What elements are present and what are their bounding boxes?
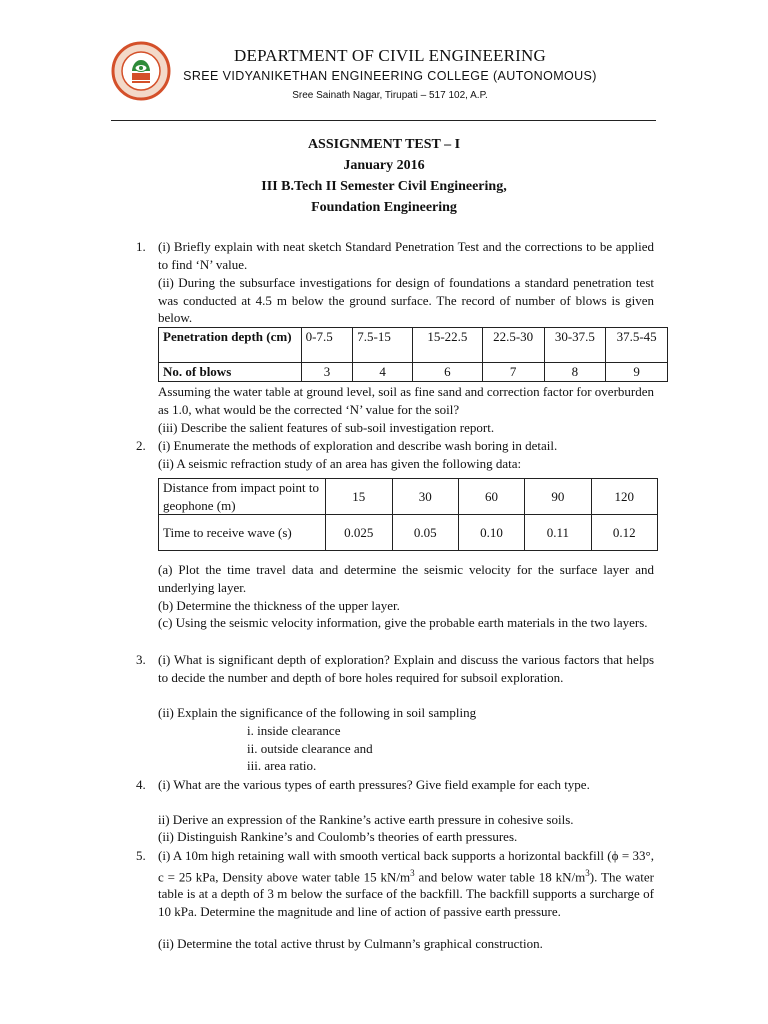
question-text: (iii) Describe the salient features of sub-soil investigation report. xyxy=(158,420,495,435)
question-number: 4. xyxy=(136,777,146,792)
question-text: (i) What is significant depth of exploration? Explain and discuss the various factors that helps to decide the number and depth of bore holes required for subsoil exploration. xyxy=(158,652,654,685)
question-text: (i) Enumerate the methods of exploration and describe wash boring in detail. xyxy=(158,438,558,453)
question-text: (b) Determine the thickness of the upper layer. xyxy=(158,598,400,613)
college-logo xyxy=(110,40,172,102)
question-text: ii) Derive an expression of the Rankine’s active earth pressure in cohesive soils. xyxy=(158,812,574,827)
list-item: ii. outside clearance and xyxy=(247,741,373,756)
table-cell: 60 xyxy=(458,479,524,515)
table-cell: 0.12 xyxy=(591,515,657,551)
question-text: (a) Plot the time travel data and determine the seismic velocity for the surface layer and underlying layer. xyxy=(158,562,654,595)
question-text: (i) A 10m high retaining wall with smooth vertical back supports a horizontal backfill (ϕ = 33°, c = 25 kPa, Density above water table 15 $kN/m^3$ and below water table 18 $kN/m^3$). The water table is at a depth of 3 m below the surface of the backfill. The backfill supports a surcharge of 10 kPa. Determine the magnitude and line of action of passive earth pressure. xyxy=(158,848,654,919)
seismic-table xyxy=(158,478,658,551)
question-number: 5. xyxy=(136,848,146,863)
table-cell: 0.025 xyxy=(326,515,392,551)
question-text: (ii) During the subsurface investigations for design of foundations a standard penetration test was conducted at 4.5 m below the ground surface. The record of number of blows is given below. xyxy=(158,275,654,325)
table-cell: 0.10 xyxy=(458,515,524,551)
question-number: 2. xyxy=(136,438,146,453)
question-number: 3. xyxy=(136,652,146,667)
table-cell: 90 xyxy=(525,479,591,515)
question-text: (i) Briefly explain with neat sketch Standard Penetration Test and the corrections to be applied to find ‘N’ value. xyxy=(158,239,654,272)
table-cell: 4 xyxy=(353,363,413,382)
question-text: Assuming the water table at ground level, soil as fine sand and correction factor for overburden as 1.0, what would be the corrected ‘N’ value for the soil? xyxy=(158,384,654,417)
question-text: (ii) A seismic refraction study of an area has given the following data: xyxy=(158,456,522,471)
subject-line: Foundation Engineering xyxy=(311,200,457,215)
question-text: (ii) Distinguish Rankine’s and Coulomb’s theories of earth pressures. xyxy=(158,829,518,844)
table-cell: Distance from impact point to geophone (m) xyxy=(159,479,326,515)
table-cell: 6 xyxy=(412,363,482,382)
table-cell: 30 xyxy=(392,479,458,515)
spt-table xyxy=(158,327,668,382)
table-cell: 15 xyxy=(326,479,392,515)
question-number: 1. xyxy=(136,239,146,254)
table-cell: 37.5-45 xyxy=(606,328,668,363)
assignment-date: January 2016 xyxy=(343,158,425,173)
table-cell: 0-7.5 xyxy=(301,328,353,363)
question-text: (c) Using the seismic velocity information, give the probable earth materials in the two layers. xyxy=(158,615,648,630)
table-cell: 9 xyxy=(606,363,668,382)
course-line: III B.Tech II Semester Civil Engineering, xyxy=(261,179,507,194)
table-cell: 0.11 xyxy=(525,515,591,551)
question-text: (i) What are the various types of earth pressures? Give field example for each type. xyxy=(158,777,590,792)
table-cell: Penetration depth (cm) xyxy=(159,328,302,363)
question-text: (ii) Explain the significance of the following in soil sampling xyxy=(158,705,477,720)
college-name: SREE VIDYANIKETHAN ENGINEERING COLLEGE (AUTONOMOUS) xyxy=(183,69,597,83)
table-cell: 120 xyxy=(591,479,657,515)
table-cell: Time to receive wave (s) xyxy=(159,515,326,551)
list-item: iii. area ratio. xyxy=(247,758,317,773)
department-heading: DEPARTMENT OF CIVIL ENGINEERING xyxy=(234,46,546,65)
question-text: (ii) Determine the total active thrust by Culmann’s graphical construction. xyxy=(158,936,543,951)
table-cell: 7.5-15 xyxy=(353,328,413,363)
header-divider xyxy=(111,120,656,121)
table-cell: 15-22.5 xyxy=(412,328,482,363)
table-cell: 22.5-30 xyxy=(482,328,544,363)
college-address: Sree Sainath Nagar, Tirupati – 517 102, A.P. xyxy=(292,90,488,101)
assignment-title: ASSIGNMENT TEST – I xyxy=(307,137,461,152)
list-item: i. inside clearance xyxy=(247,723,341,738)
table-cell: 7 xyxy=(482,363,544,382)
table-cell: 8 xyxy=(544,363,606,382)
table-cell: No. of blows xyxy=(159,363,302,382)
table-cell: 0.05 xyxy=(392,515,458,551)
table-cell: 3 xyxy=(301,363,353,382)
table-cell: 30-37.5 xyxy=(544,328,606,363)
